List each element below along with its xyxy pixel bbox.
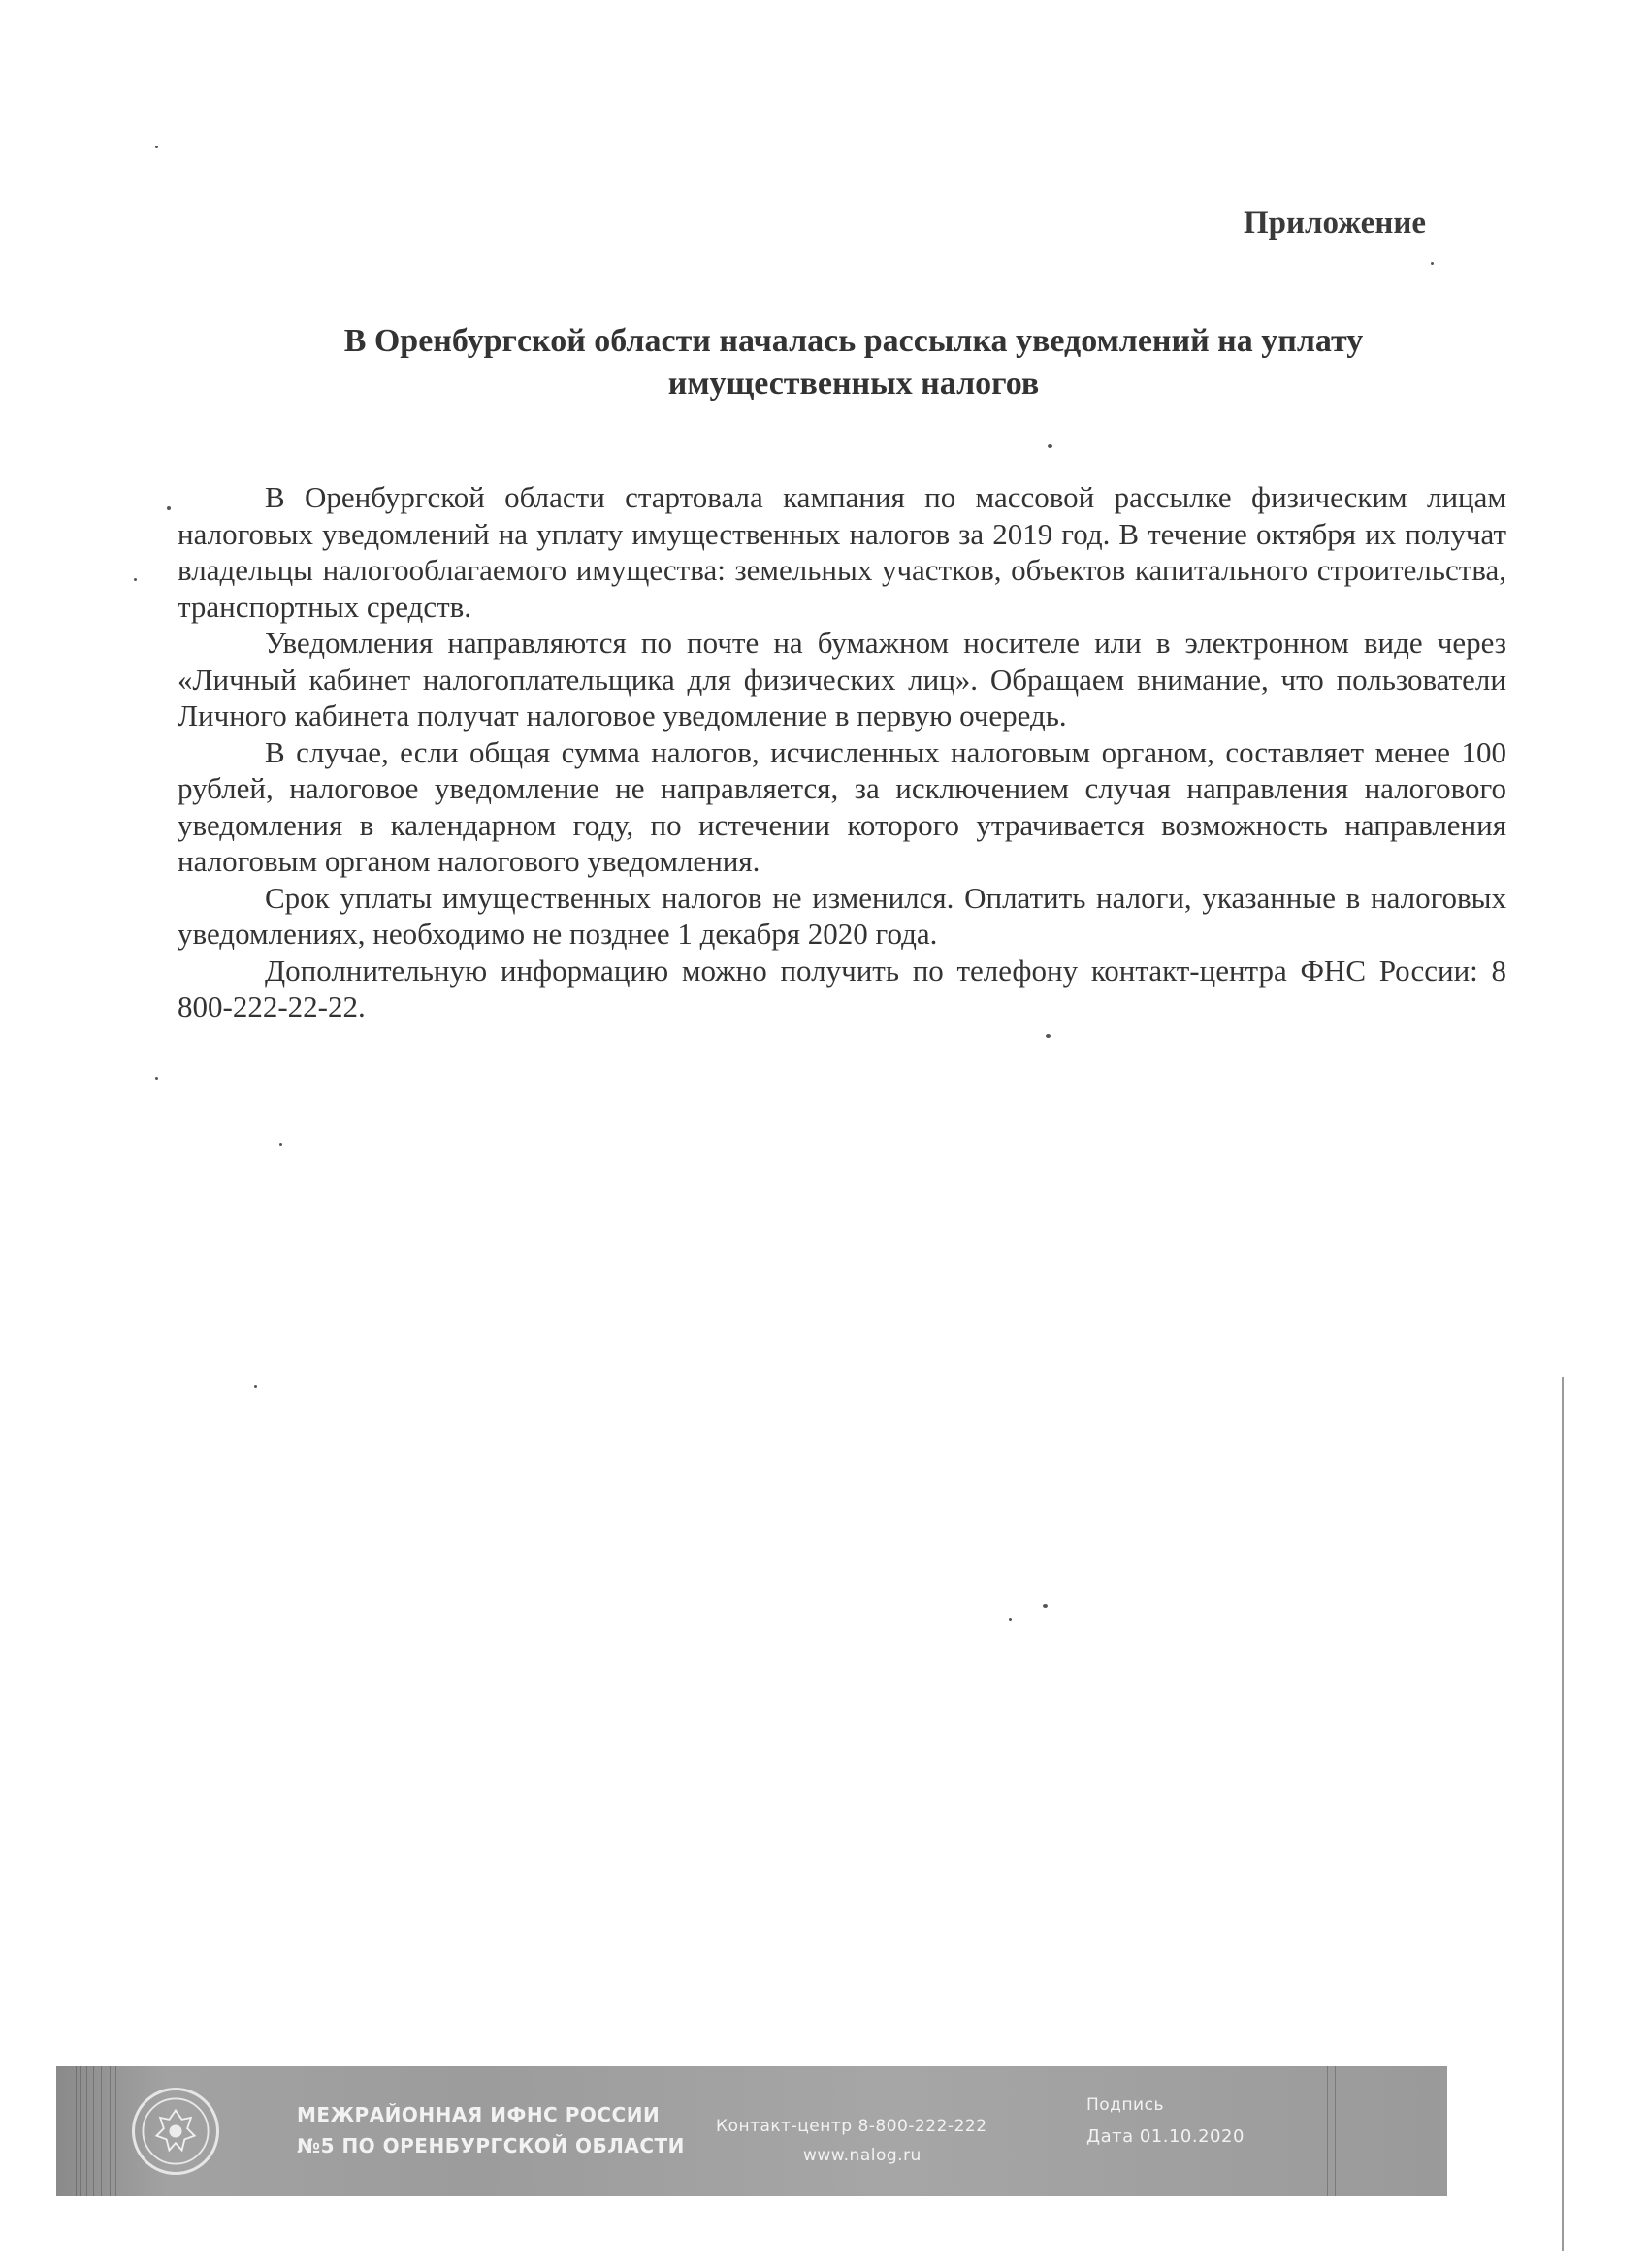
scan-speck [155, 146, 158, 148]
scan-speck [1431, 262, 1434, 265]
scan-speck [1009, 1618, 1012, 1621]
scan-line [86, 2066, 87, 2196]
paragraph-2: Уведомления направляются по почте на бумажном носителе или в электронном виде через «Личный кабинет налогоплательщика для физических лиц». Обращаем внимание, что пользователи Личного кабинета получат налоговое уведомление в первую очередь. [178, 626, 1506, 732]
paragraph-5: Дополнительную информацию можно получить по телефону контакт-центра ФНС России: 8 800-222-22-22. [178, 953, 1506, 1023]
scan-speck [1046, 1034, 1051, 1038]
scan-line [1335, 2066, 1336, 2196]
scan-line [76, 2066, 77, 2196]
scan-speck [134, 578, 137, 581]
emblem-graphic [135, 2090, 216, 2172]
footer-org-line-1: МЕЖРАЙОННАЯ ИФНС РОССИИ [297, 2103, 661, 2126]
scan-line [93, 2066, 94, 2196]
footer-band [56, 2066, 1447, 2196]
scan-line [110, 2066, 111, 2196]
scan-speck [155, 1077, 158, 1080]
scan-speck [1048, 444, 1052, 448]
scan-line [101, 2066, 102, 2196]
scan-speck [1043, 1604, 1048, 1608]
paragraph-4: Срок уплаты имущественных налогов не изменился. Оплатить налоги, указанные в налоговых уведомлениях, необходимо не позднее 1 декабря 2020 года. [178, 880, 1506, 951]
scan-line [115, 2066, 116, 2196]
scan-line [1327, 2066, 1328, 2196]
scan-speck [167, 506, 171, 510]
footer-date: Дата 01.10.2020 [1086, 2126, 1245, 2147]
document-body [178, 479, 1506, 1025]
scan-speck [279, 1143, 282, 1146]
scan-line [80, 2066, 81, 2196]
document-title [223, 320, 1484, 405]
paragraph-1: В Оренбургской области стартовала кампания по массовой рассылке физическим лицам налоговых уведомлений на уплату имущественных налогов за 2019 год. В течение октября их получат владельцы налогооблагаемого имущества: земельных участков, объектов капитального строительства, транспортных средств. [178, 480, 1506, 624]
footer-org-line-2: №5 ПО ОРЕНБУРГСКОЙ ОБЛАСТИ [297, 2134, 685, 2157]
paragraph-3: В случае, если общая сумма налогов, исчисленных налоговым органом, составляет менее 100 рублей, налоговое уведомление не направляется, за исключением случая направления налогового уведомления в календарном году, по истечении которого утрачивается возможность направления налоговым органом налогового уведомления. [178, 734, 1506, 878]
footer-contact: Контакт-центр 8-800-222-222 [716, 2117, 987, 2136]
appendix-label: Приложение [1243, 206, 1426, 241]
footer-website: www.nalog.ru [803, 2146, 922, 2165]
footer-signature-label: Подпись [1086, 2095, 1164, 2115]
title-line-2: имущественных налогов [667, 366, 1040, 402]
fns-emblem-icon [132, 2088, 219, 2175]
title-line-1: В Оренбургской области началась рассылка уведомлений на уплату [343, 323, 1364, 359]
scan-speck [254, 1385, 257, 1388]
scan-edge-line [1562, 1377, 1564, 2251]
